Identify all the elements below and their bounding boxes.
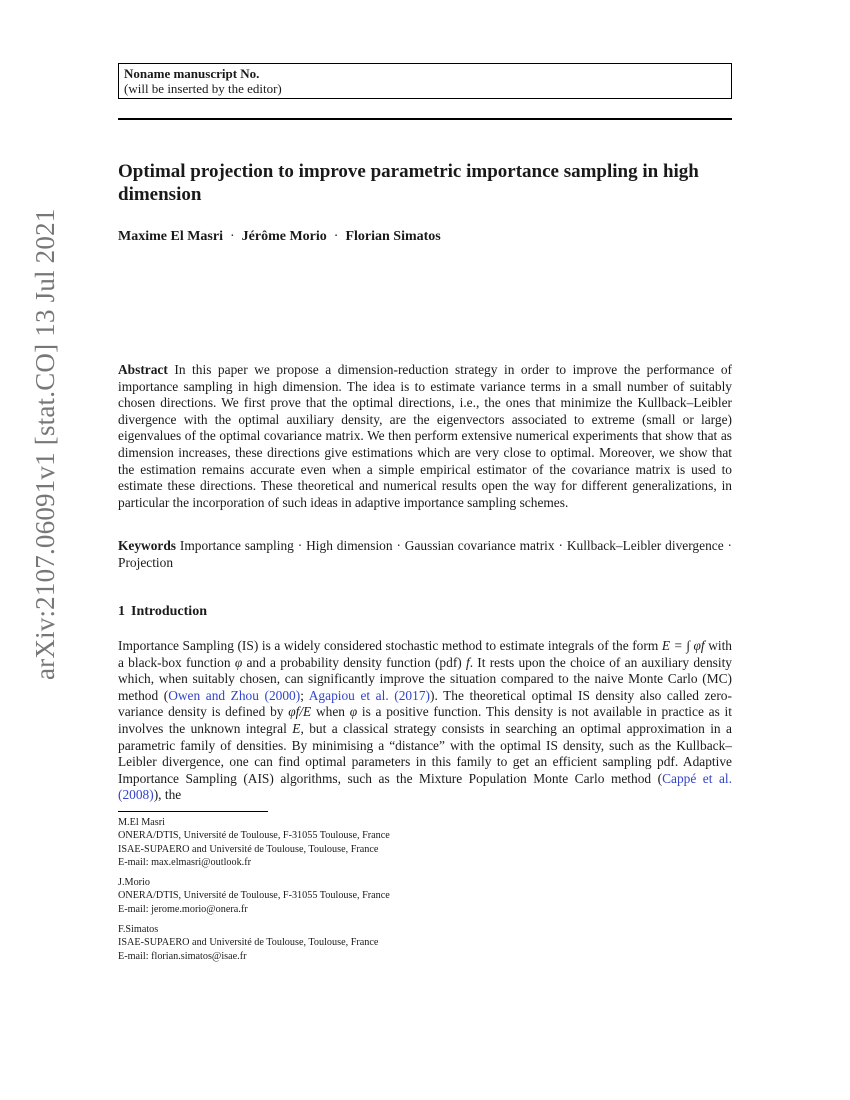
footnote-line: ONERA/DTIS, Université de Toulouse, F-31055 Toulouse, France xyxy=(118,890,390,902)
keywords-text: Importance sampling · High dimension · Gaussian covariance matrix · Kullback–Leibler divergence · Projection xyxy=(118,538,732,570)
footnote-email: E-mail: jerome.morio@onera.fr xyxy=(118,903,248,915)
math-symbol: φ xyxy=(234,654,243,670)
abstract-text: In this paper we propose a dimension-reduction strategy in order to improve the performance of importance sampling in high dimension. The idea is to estimate variance terms in a small number of suitably chosen directions. We first prove that the optimal directions, i.e., the ones that minimize the Kullback–Leibler divergence with the optimal auxiliary density, are the eigenvectors associated to extreme (small or large) eigenvalues of the optimal covariance matrix. We then perform extensive numerical experiments that show that as dimension increases, these directions give estimations which are very close to optimal. Moreover, we show that the estimation remains accurate even when a simple empirical estimator of the covariance matrix is used to estimate these directions. These theoretical and numerical results open the way for different generalizations, in particular the incorporation of such ideas in adaptive importance sampling schemes. xyxy=(118,362,732,510)
citation-author: Agapiou et al. xyxy=(308,687,389,703)
math-expression: E = ∫ φf xyxy=(661,638,705,653)
intro-text: is a positive function. This density is not available in practice as it involves the unknown integral xyxy=(118,704,732,736)
editor-note: (will be inserted by the editor) xyxy=(124,81,282,96)
section-number: 1 xyxy=(118,604,125,619)
intro-text: and a probability density function (pdf) xyxy=(242,654,466,670)
citation-year: 2017 xyxy=(398,687,426,703)
manuscript-header-box xyxy=(118,63,732,99)
keywords xyxy=(118,538,732,571)
footnote-email: E-mail: max.elmasri@outlook.fr xyxy=(118,857,252,869)
citation-author: Owen and Zhou xyxy=(168,687,259,703)
intro-text: with a black-box function xyxy=(118,638,732,670)
introduction-paragraph: Importance Sampling (IS) is a widely considered stochastic method to estimate integrals of the form E = ∫ φf with a black-box function φ and a probability density function (pdf) f. It rests upon the choice of an auxiliary density which, when suitably chosen, can significantly improve the situation compared to the naive Monte Carlo (MC) method (Owen and Zhou (2000); Agapiou et al. (2017)). The theoretical optimal IS density also called zero-variance density is defined by φf/E when φ is a positive function. This density is not available in practice as it involves the unknown integral E, but a classical strategy consists in searching an optimal approximation in a parametric family of densities. By minimising a “distance” with the optimal IS density, such as the Kullback–Leibler divergence, one can find optimal parameters in this family to get an efficient sampling pdf. Adaptive Importance Sampling (AIS) algorithms, such as the Mixture Population Monte Carlo method (Cappé et al. (2008)), the xyxy=(118,638,733,803)
footnote-author: M.El Masri xyxy=(118,817,165,828)
math-symbol: E xyxy=(292,720,301,736)
citation-link[interactable]: Agapiou et al. (2017) xyxy=(308,687,430,703)
footnote-line: ISAE-SUPAERO and Université de Toulouse, Toulouse, France xyxy=(118,937,379,949)
author-name: Jérôme Morio xyxy=(241,229,327,244)
footnote-email: E-mail: florian.simatos@isae.fr xyxy=(118,950,247,962)
math-symbol: φ xyxy=(349,704,358,720)
header-rule xyxy=(118,118,732,120)
footnote-line: ONERA/DTIS, Université de Toulouse, F-31055 Toulouse, France xyxy=(118,830,390,842)
intro-text: when xyxy=(311,704,350,720)
footnote-line: ISAE-SUPAERO and Université de Toulouse, Toulouse, France xyxy=(118,843,379,855)
affiliation-footnote xyxy=(118,876,732,916)
citation-year: 2008 xyxy=(122,787,150,803)
author-list xyxy=(118,229,441,245)
math-expression: φf/E xyxy=(288,704,312,720)
footnote-author: F.Simatos xyxy=(118,924,159,935)
citation-author: Cappé et al. xyxy=(662,770,732,786)
intro-text: ). The theoretical optimal IS density also called zero-variance density is defined by xyxy=(118,687,732,720)
abstract-label: Abstract xyxy=(118,362,168,377)
intro-text: Importance Sampling (IS) is a widely considered stochastic method to estimate integrals of the form xyxy=(118,638,662,653)
affiliation-footnote xyxy=(118,923,732,963)
manuscript-number-label: Noname manuscript No. xyxy=(124,66,260,81)
author-separator: · xyxy=(229,229,235,244)
citation-year: 2000 xyxy=(268,687,296,703)
intro-text: ), the xyxy=(153,787,182,803)
math-symbol: f xyxy=(465,654,470,670)
footnote-rule xyxy=(118,811,268,812)
citation-link[interactable]: Cappé et al. (2008) xyxy=(118,770,732,803)
keywords-label: Keywords xyxy=(118,538,177,553)
author-separator: · xyxy=(333,229,339,244)
affiliation-footnote xyxy=(118,816,732,870)
author-name: Florian Simatos xyxy=(345,229,441,244)
citation-link[interactable]: Owen and Zhou (2000) xyxy=(168,687,301,703)
section-heading-introduction xyxy=(118,604,207,620)
section-title: Introduction xyxy=(131,604,207,619)
intro-text: , but a classical strategy consists in searching an optimal approximation in a parametric family of densities. By minimising a “distance” with the optimal IS density, such as the Kullback–Leibler divergence, one can find optimal parameters in this family to get an efficient sampling pdf. Adaptive Importance Sampling (AIS) algorithms, such as the Mixture Population Monte Carlo method ( xyxy=(118,720,733,786)
paper-title: Optimal projection to improve parametric importance sampling in high dimension xyxy=(118,161,699,205)
author-name: Maxime El Masri xyxy=(118,229,223,244)
arxiv-identifier: arXiv:2107.06091v1 [stat.CO] 13 Jul 2021 xyxy=(30,208,60,680)
abstract xyxy=(118,362,732,511)
intro-text: . It rests upon the choice of an auxiliary density which, when suitably chosen, can significantly improve the situation compared to the naive Monte Carlo (MC) method ( xyxy=(118,654,733,703)
footnote-author: J.Morio xyxy=(118,877,150,888)
